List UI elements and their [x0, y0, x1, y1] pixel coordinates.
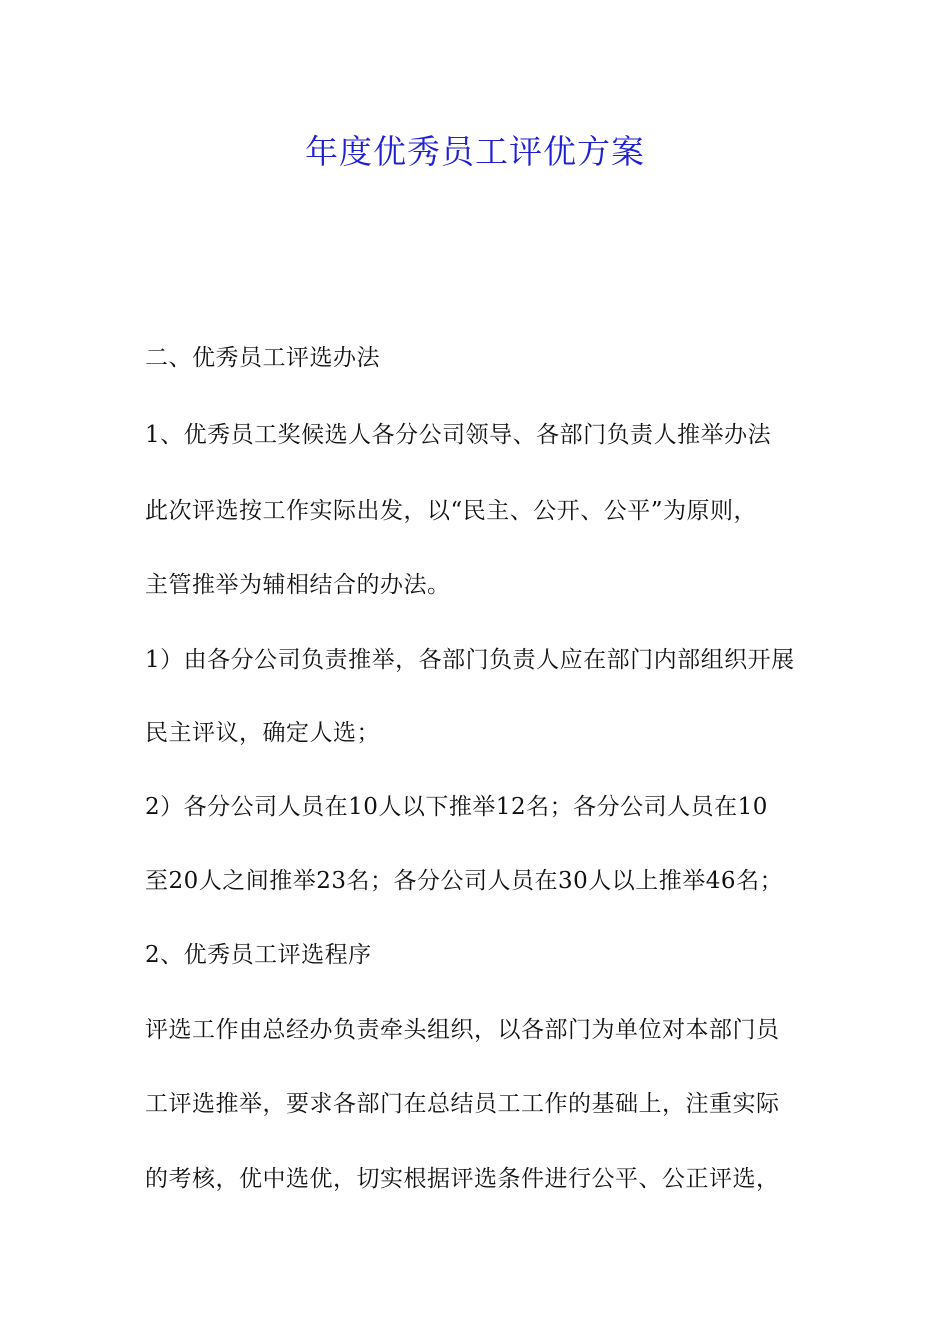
section-heading: 二、优秀员工评选办法	[145, 345, 380, 371]
document-title: 年度优秀员工评优方案	[305, 132, 645, 171]
body-text-line: 的考核，优中选优，切实根据评选条件进行公平、公正评选，	[145, 1166, 780, 1192]
body-text-line: 主管推举为辅相结合的办法。	[145, 572, 451, 598]
body-text-line: 评选工作由总经办负责牵头组织，以各部门为单位对本部门员	[145, 1017, 780, 1043]
body-text-line: 民主评议，确定人选；	[145, 720, 380, 746]
body-text-line: 工评选推举，要求各部门在总结员工工作的基础上，注重实际	[145, 1091, 780, 1117]
list-item-line: 1）由各分公司负责推举，各部门负责人应在部门内部组织开展	[145, 647, 795, 673]
body-text-line: 此次评选按工作实际出发，以“民主、公开、公平”为原则，	[145, 498, 758, 524]
subsection-heading: 1、优秀员工奖候选人各分公司领导、各部门负责人推举办法	[145, 422, 772, 448]
list-item-line: 2）各分公司人员在10人以下推举12名；各分公司人员在10	[145, 794, 768, 820]
body-text-line: 至20人之间推举23名；各分公司人员在30人以上推举46名；	[145, 868, 784, 894]
subsection-heading: 2、优秀员工评选程序	[145, 942, 372, 968]
